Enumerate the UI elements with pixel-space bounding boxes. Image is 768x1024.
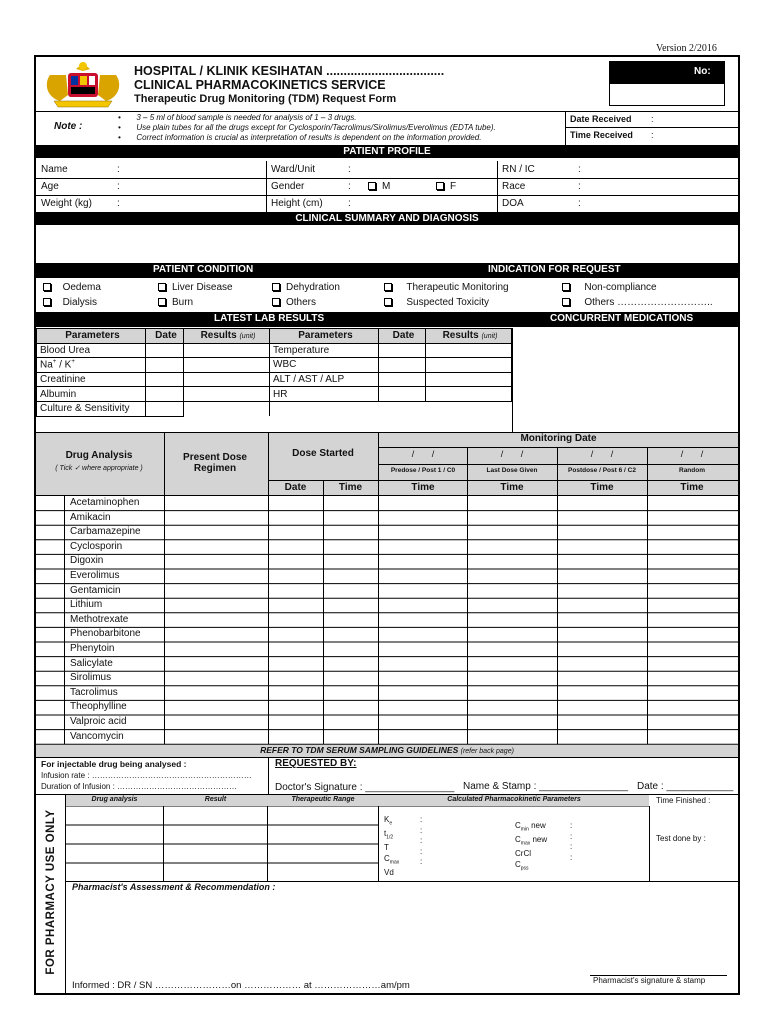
drug-tick-cell[interactable]: [40, 629, 60, 640]
lab-col-parameters-2: Parameters: [270, 329, 379, 344]
condition-dialysis[interactable]: Dialysis: [43, 297, 97, 308]
lab-param-hr: HR: [270, 387, 379, 402]
drug-row-label: Lithium: [70, 599, 103, 611]
checkbox-icon: [384, 298, 392, 306]
drug-tick-cell[interactable]: [40, 644, 60, 655]
drug-row-label: Sirolimus: [70, 672, 112, 684]
checkbox-icon: [158, 298, 166, 306]
monitoring-date-slot[interactable]: / /: [680, 449, 704, 459]
lab-param-albumin: Albumin: [37, 387, 146, 402]
hospital-title: HOSPITAL / KLINIK KESIHATAN ..................................: [134, 64, 445, 78]
name-stamp-field[interactable]: Name & Stamp : ________________: [463, 781, 629, 792]
form-title: Therapeutic Drug Monitoring (TDM) Request Form: [134, 93, 397, 105]
lab-param-culture: Culture & Sensitivity: [37, 401, 146, 416]
drug-tick-cell[interactable]: [40, 586, 60, 597]
height-label: Height (cm): [271, 198, 323, 209]
requested-by-label: REQUESTED BY:: [275, 758, 357, 769]
version-label: Version 2/2016: [656, 43, 717, 54]
pk-params-right: $C_{min}$ new $C_{max}$ new CrCl $C_{pss}$: [515, 821, 548, 872]
doctor-signature-field[interactable]: Doctor's Signature : ________________: [275, 782, 455, 793]
drug-row-label: Carbamazepine: [70, 526, 141, 538]
drug-tick-cell[interactable]: [40, 688, 60, 699]
pk-params-left: $K_e$ $t_{1/2}$ T $C_{max}$ Vd: [384, 815, 400, 877]
drug-row-label: Theophylline: [70, 701, 127, 713]
race-label: Race: [502, 181, 526, 192]
monitoring-col-header: Last Dose Given: [486, 467, 538, 474]
note-list: • 3 – 5 ml of blood sample is needed for analysis of 1 – 3 drugs. • Use plain tubes for all the drugs except for Cyclosporin/Tacrolimus/Sirolimus/Everolimus (EDTA tube). • Correct information is crucial as interpretation of results is dependent on the information provided.: [118, 113, 496, 142]
checkbox-icon: [562, 283, 570, 291]
drug-tick-cell[interactable]: [40, 702, 60, 713]
clinical-summary-field[interactable]: [36, 226, 738, 262]
ward-label: Ward/Unit: [271, 164, 316, 175]
drug-row-label: Salicylate: [70, 657, 113, 669]
drug-row-label: Phenytoin: [70, 643, 115, 654]
dose-started-subheader: Time: [338, 482, 363, 493]
assessment-field[interactable]: [70, 895, 735, 965]
checkbox-icon: [158, 283, 166, 291]
checkbox-icon: [272, 283, 280, 291]
pharm-col-pk: Calculated Pharmacokinetic Parameters: [447, 796, 581, 803]
clinical-summary-header: CLINICAL SUMMARY AND DIAGNOSIS: [34, 212, 740, 225]
drug-tick-cell[interactable]: [40, 513, 60, 524]
time-finished-label: Time Finished :: [656, 796, 711, 805]
lab-col-date: Date: [146, 329, 184, 344]
drug-tick-cell[interactable]: [40, 615, 60, 626]
pharmacy-grid: [66, 806, 740, 882]
condition-liver-disease[interactable]: Liver Disease: [158, 282, 233, 293]
drug-tick-cell[interactable]: [40, 542, 60, 553]
pharm-col-range: Therapeutic Range: [291, 796, 355, 803]
drug-row-label: Valproic acid: [70, 716, 127, 727]
drug-tick-cell[interactable]: [40, 527, 60, 538]
lab-param-alt-ast-alp: ALT / AST / ALP: [270, 372, 379, 387]
drug-tick-cell[interactable]: [40, 571, 60, 582]
age-label: Age: [41, 181, 59, 192]
monitoring-col-header: Predose / Post 1 / C0: [390, 467, 456, 474]
drug-row-label: Acetaminophen: [70, 497, 140, 508]
concurrent-medications-header: CONCURRENT MEDICATIONS: [550, 313, 694, 324]
condition-others[interactable]: Others: [272, 297, 316, 308]
monitoring-date-header: Monitoring Date: [520, 433, 597, 444]
drug-tick-cell[interactable]: [40, 732, 60, 743]
gender-female-option[interactable]: F: [436, 181, 456, 192]
checkbox-icon: [436, 182, 444, 190]
informed-field[interactable]: Informed : DR / SN ……………………on ……………… at …………………am/pm: [72, 980, 410, 991]
drug-tick-cell[interactable]: [40, 600, 60, 611]
drug-row-label: Phenobarbitone: [70, 628, 141, 640]
monitoring-date-slot[interactable]: / /: [590, 449, 614, 459]
gender-male-option[interactable]: M: [368, 181, 390, 192]
pharmacist-signature-label: Pharmacist's signature & stamp: [593, 976, 706, 985]
pharmacist-assessment-label: Pharmacist's Assessment & Recommendation :: [72, 882, 276, 892]
malaysia-crest-logo: [40, 59, 126, 109]
checkbox-icon: [368, 182, 376, 190]
lab-param-blood-urea: Blood Urea: [37, 343, 146, 358]
lab-param-na-k: Na+ / K+: [37, 358, 146, 373]
lab-results-table: [36, 328, 512, 417]
lab-col-parameters: Parameters: [37, 329, 146, 344]
checkbox-icon: [384, 283, 392, 291]
time-received-label: Time Received: [570, 130, 633, 140]
monitoring-time-header: Time: [500, 482, 524, 493]
drug-tick-cell[interactable]: [40, 498, 60, 509]
patient-profile-header: PATIENT PROFILE: [34, 145, 740, 158]
monitoring-date-slot[interactable]: / /: [411, 449, 435, 459]
pharm-col-result: Result: [204, 796, 227, 803]
drug-row-label: Everolimus: [70, 570, 120, 581]
drug-tick-cell[interactable]: [40, 659, 60, 670]
drug-table-grid: [36, 432, 738, 745]
condition-burn[interactable]: Burn: [158, 297, 193, 308]
checkbox-icon: [562, 298, 570, 306]
pharm-col-drug: Drug analysis: [91, 796, 138, 803]
lab-param-creatinine: Creatinine: [37, 372, 146, 387]
drug-analysis-header: Drug Analysis: [65, 450, 133, 461]
checkbox-icon: [43, 298, 51, 306]
present-dose-header: Present Dose Regimen: [183, 452, 247, 474]
note-label: Note :: [54, 121, 83, 132]
lab-param-wbc: WBC: [270, 358, 379, 373]
condition-dehydration[interactable]: Dehydration: [272, 282, 340, 293]
checkbox-icon: [272, 298, 280, 306]
lab-col-results: Results (unit): [184, 329, 270, 344]
drug-row-label: Digoxin: [70, 555, 104, 567]
dose-started-subheader: Date: [284, 482, 307, 493]
checkbox-icon: [43, 283, 51, 291]
doa-label: DOA: [502, 198, 524, 209]
drug-tick-cell[interactable]: [40, 717, 60, 728]
name-label: Name: [41, 164, 68, 175]
drug-row-label: Amikacin: [70, 511, 111, 523]
no-label: No:: [694, 66, 711, 77]
infusion-rate-field[interactable]: Infusion rate : ……………………………………………………: [41, 771, 252, 780]
infusion-duration-field[interactable]: Duration of Infusion : ………………………………………: [41, 782, 238, 791]
service-title: CLINICAL PHARMACOKINETICS SERVICE: [134, 78, 386, 92]
lab-col-date-2: Date: [379, 329, 426, 344]
tick-instruction: ( Tick ✓ where appropriate ): [55, 465, 143, 472]
monitoring-date-slot[interactable]: / /: [500, 449, 524, 459]
indication-header: INDICATION FOR REQUEST: [488, 264, 621, 275]
drug-row-label: Gentamicin: [70, 584, 121, 596]
lab-results-header: LATEST LAB RESULTS: [214, 313, 325, 324]
monitoring-col-header: Random: [679, 467, 705, 474]
guidelines-text: REFER TO TDM SERUM SAMPLING GUIDELINES (refer back page): [260, 745, 514, 755]
gender-label: Gender: [271, 181, 305, 192]
indication-others[interactable]: Others ………………………..: [562, 297, 713, 308]
monitoring-col-header: Postdose / Post 6 / C2: [568, 467, 636, 474]
date-field[interactable]: Date : ____________: [637, 781, 734, 792]
drug-row-label: Vancomycin: [70, 730, 124, 742]
condition-oedema[interactable]: Oedema: [43, 282, 101, 293]
monitoring-time-header: Time: [411, 482, 435, 493]
drug-row-label: Tacrolimus: [70, 686, 118, 698]
indication-therapeutic[interactable]: Therapeutic Monitoring: [384, 282, 509, 293]
drug-row-label: Cyclosporin: [70, 540, 123, 552]
weight-label: Weight (kg): [41, 198, 92, 209]
patient-condition-header: PATIENT CONDITION: [153, 264, 254, 275]
indication-noncompliance[interactable]: Non-compliance: [562, 282, 657, 293]
dose-started-header: Dose Started: [292, 448, 354, 459]
drug-tick-cell[interactable]: [40, 556, 60, 567]
monitoring-time-header: Time: [590, 482, 614, 493]
drug-tick-cell[interactable]: [40, 673, 60, 684]
test-done-by-label: Test done by :: [656, 834, 706, 843]
injectable-title: For injectable drug being analysed :: [41, 759, 187, 769]
lab-param-temperature: Temperature: [270, 343, 379, 358]
lab-col-results-2: Results (unit): [426, 329, 512, 344]
date-received-label: Date Received: [570, 114, 632, 124]
pharmacy-use-only-label: FOR PHARMACY USE ONLY: [45, 809, 57, 975]
monitoring-time-header: Time: [680, 482, 704, 493]
drug-row-label: Methotrexate: [70, 613, 129, 625]
rn-ic-label: RN / IC: [502, 164, 535, 175]
indication-toxicity[interactable]: Suspected Toxicity: [384, 297, 489, 308]
